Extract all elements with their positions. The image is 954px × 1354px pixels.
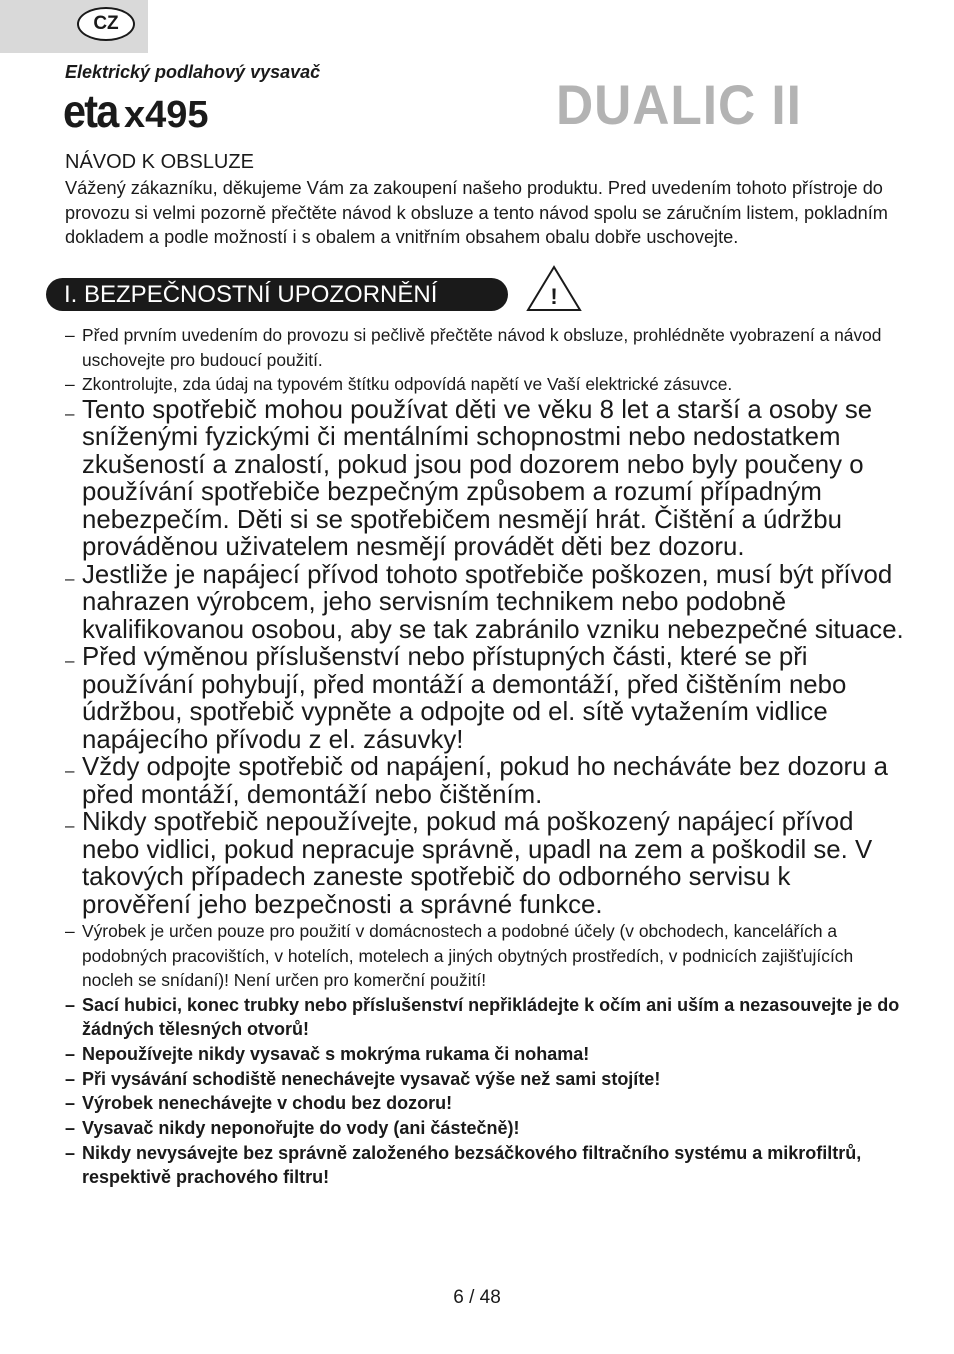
list-dash: – — [65, 1093, 76, 1114]
list-item-text: Před výměnou příslušenství nebo přístupných části, které se při používání pohybují, před montáží a demontáží, před čištěním nebo údržbou, spotřebič vypněte a odpojte od el. sítě vytažením vidlice napájecího přívodu z el. zásuvky! — [82, 643, 847, 754]
list-item-text: Při vysávání schodiště nenechávejte vysavač výše než sami stojíte! — [82, 1068, 661, 1089]
list-item — [65, 372, 905, 397]
product-name: DUALIC II — [556, 73, 802, 136]
list-item-text: Vždy odpojte spotřebič od napájení, pokud ho necháváte bez dozoru a před montáží, demontáží nebo čištěním. — [82, 753, 889, 809]
list-item — [65, 754, 905, 809]
list-item — [65, 562, 905, 645]
list-item — [65, 644, 905, 754]
language-tab — [0, 0, 148, 53]
list-dash: – — [65, 1043, 76, 1064]
brand-logo: eta — [63, 85, 118, 137]
model-number: x495 — [123, 94, 209, 136]
brand-heading — [63, 84, 208, 138]
list-item — [65, 397, 905, 562]
list-item-text: Před prvním uvedením do provozu si pečlivě přečtěte návod k obsluze, prohlédněte vyobrazení a návod uschovejte pro budoucí použití. — [82, 325, 882, 370]
product-subtitle: Elektrický podlahový vysavač — [65, 62, 321, 82]
list-item — [65, 993, 905, 1042]
list-item-text: Jestliže je napájecí přívod tohoto spotřebiče poškozen, musí být přívod nahrazen výrobcem, jeho servisním technikem nebo podobně kvalifikovanou osobou, aby se tak zabránilo vzniku nebezpečné situace. — [82, 560, 904, 644]
list-dash: – — [65, 921, 75, 941]
list-item — [65, 1116, 905, 1141]
list-dash: – — [65, 403, 75, 423]
list-item — [65, 809, 905, 919]
list-item — [65, 1042, 905, 1067]
intro-paragraph: Vážený zákazníku, děkujeme Vám za zakoupení našeho produktu. Pred uvedením tohoto přístroje do provozu si velmi pozorně přečtěte návod k obsluze a tento návod spolu se záručním listem, pokladním dokladem a podle možností i s obalem a vnitřním obsahem obalu dobře uschovejte. — [65, 178, 888, 247]
svg-text:!: ! — [550, 284, 558, 309]
warning-triangle-icon — [525, 264, 583, 314]
list-item — [65, 1067, 905, 1092]
list-item — [65, 323, 905, 372]
list-item — [65, 1091, 905, 1116]
section-heading: I. BEZPEČNOSTNÍ UPOZORNĚNÍ — [46, 278, 508, 311]
list-item-text: Nikdy spotřebič nepoužívejte, pokud má poškozený napájecí přívod nebo vidlici, pokud nepracuje správně, upadl na zem a poškodil se. V takových případech zaneste spotřebič do odborného servisu k prověření jeho bezpečnosti a správné funkce. — [82, 808, 873, 919]
list-dash: – — [65, 1118, 76, 1139]
list-dash: – — [65, 816, 75, 835]
list-item-text: Sací hubici, konec trubky nebo příslušenství nepřikládejte k očím ani uším a nezasouvejte je do žádných tělesných otvorů! — [82, 994, 900, 1040]
list-item-text: Nikdy nevysávejte bez správně založeného bezsáčkového filtračního systému a mikrofiltrů, respektivě prachového filtru! — [82, 1142, 862, 1188]
list-item-text: Vysavač nikdy neponořujte do vody (ani částečně)! — [82, 1118, 520, 1139]
list-item-text: Výrobek nenechávejte v chodu bez dozoru! — [82, 1093, 453, 1114]
list-dash: – — [65, 1142, 76, 1163]
list-item-text: Tento spotřebič mohou používat děti ve věku 8 let a starší a osoby se sníženými fyzickými či mentálními schopnostmi nebo nedostatkem zkušeností a znalostí, pokud jsou pod dozorem nebo byly poučeny o používání spotřebiče bezpečným způsobem a rozumí případným nebezpečím. Děti si se spotřebičem nesmějí hrát. Čištění a údržbu prováděnou uživatelem nesmějí provádět děti bez dozoru. — [82, 395, 873, 561]
list-item-text: Zkontrolujte, zda údaj na typovém štítku odpovídá napětí ve Vaší elektrické zásuvce. — [82, 374, 733, 394]
page-number: 6 / 48 — [453, 1287, 501, 1308]
list-dash: – — [65, 994, 76, 1015]
list-dash: – — [65, 568, 75, 588]
list-item-text: Nepoužívejte nikdy vysavač s mokrýma rukama či nohama! — [82, 1043, 590, 1064]
list-dash: – — [65, 374, 75, 394]
safety-list — [65, 323, 905, 1190]
list-item — [65, 1141, 905, 1190]
list-dash: – — [65, 651, 75, 670]
list-item-text: Výrobek je určen pouze pro použití v domácnostech a podobné účely (v obchodech, kancelářích a podobných pracovištích, v hotelích, motelech a jiných obytných prostředích, v podnicích zajišťujících nocleh se snídaní)! Není určen pro komerční použití! — [82, 921, 854, 990]
manual-title: NÁVOD K OBSLUZE — [65, 151, 254, 173]
list-dash: – — [65, 1068, 76, 1089]
list-item — [65, 919, 905, 993]
list-dash: – — [65, 761, 75, 780]
list-dash: – — [65, 325, 75, 345]
language-badge: CZ — [77, 7, 135, 41]
